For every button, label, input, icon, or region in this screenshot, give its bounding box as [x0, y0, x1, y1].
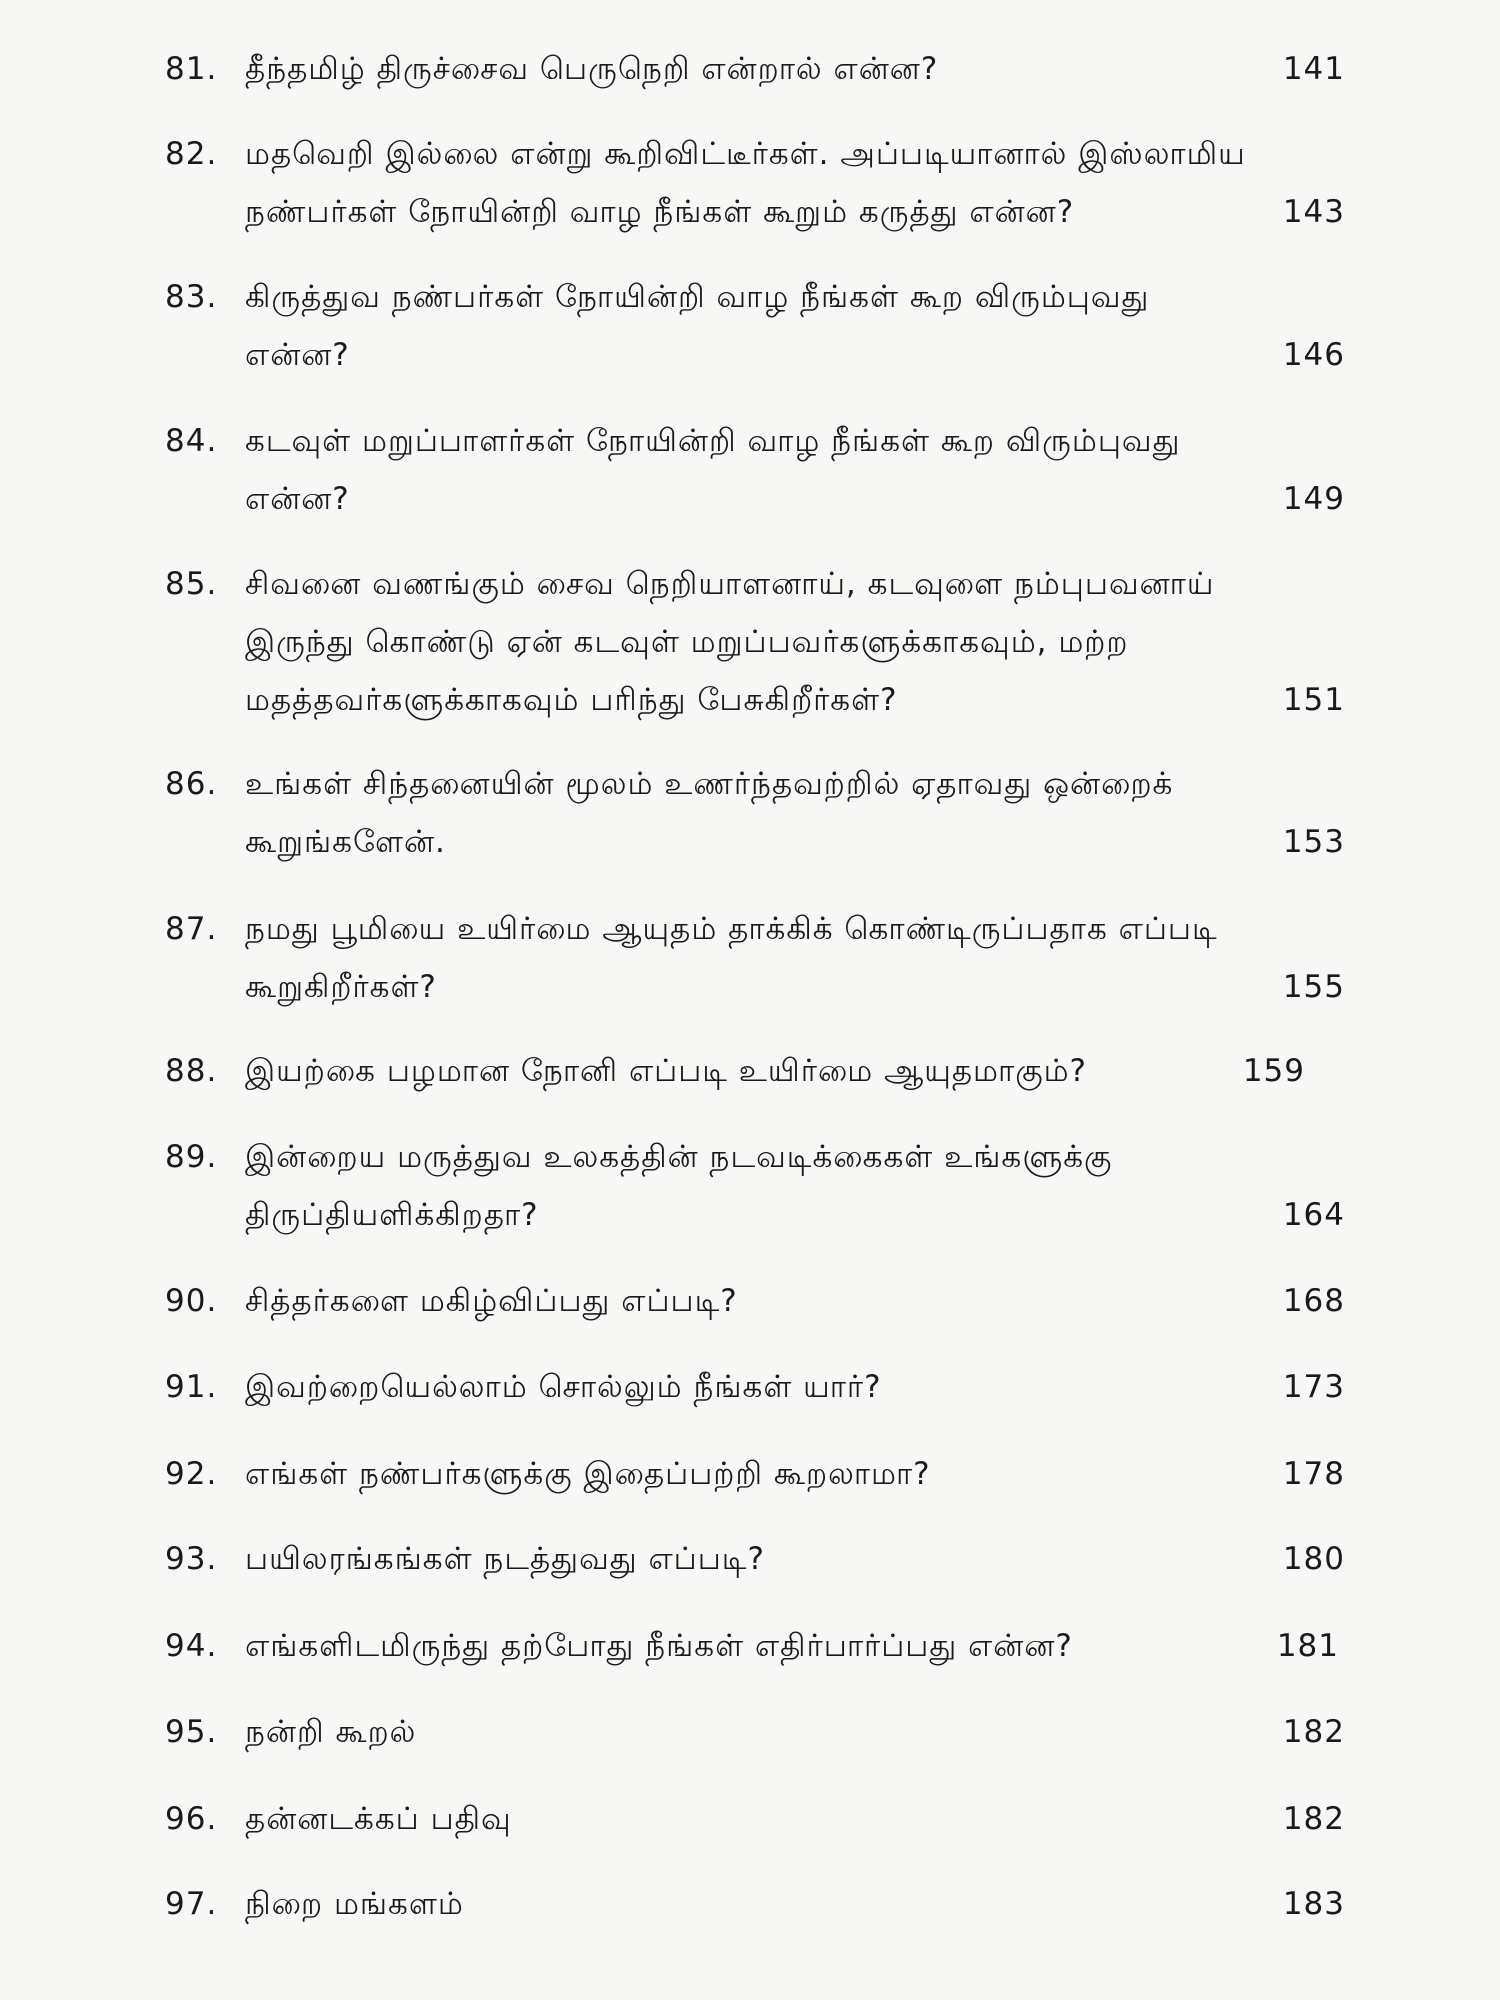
- entry-title-line: என்ன?: [245, 337, 350, 373]
- entry-title-line: மதத்தவர்களுக்காகவும் பரிந்து பேசுகிறீர்கள்?: [245, 682, 898, 718]
- entry-title-line: கிருத்துவ நண்பர்கள் நோயின்றி வாழ நீங்கள் கூற விரும்புவது: [245, 279, 1150, 315]
- entry-page-number: 151: [1282, 682, 1345, 718]
- entry-title: [245, 1358, 882, 1416]
- entry-title-line: இருந்து கொண்டு ஏன் கடவுள் மறுப்பவர்களுக்காகவும், மற்ற: [245, 624, 1129, 660]
- entry-title: [245, 125, 1246, 241]
- entry-page-number: 146: [1282, 337, 1345, 373]
- entry-number: 93.: [165, 1541, 218, 1577]
- entry-title-line: நன்றி கூறல்: [245, 1714, 417, 1750]
- entry-title-line: சிவனை வணங்கும் சைவ நெறியாளனாய், கடவுளை நம்புபவனாய்: [245, 566, 1215, 602]
- entry-number: 94.: [165, 1628, 218, 1664]
- entry-title-line: கூறுகிறீர்கள்?: [245, 969, 437, 1005]
- entry-page-number: 173: [1282, 1369, 1345, 1405]
- entry-number: 88.: [165, 1053, 218, 1089]
- entry-page-number: 143: [1282, 194, 1345, 230]
- entry-number: 92.: [165, 1456, 218, 1492]
- entry-number: 90.: [165, 1283, 218, 1319]
- entry-title-line: தீந்தமிழ் திருச்சைவ பெருநெறி என்றால் என்ன?: [245, 51, 939, 87]
- entry-title: [245, 40, 938, 98]
- entry-number: 95.: [165, 1714, 218, 1750]
- entry-page-number: 168: [1282, 1283, 1345, 1319]
- entry-title-line: திருப்தியளிக்கிறதா?: [245, 1197, 539, 1233]
- entry-title-line: கூறுங்களேன்.: [245, 824, 446, 860]
- entry-page-number: 178: [1282, 1456, 1345, 1492]
- entry-title: [245, 1128, 1112, 1244]
- entry-page-number: 155: [1282, 969, 1345, 1005]
- entry-page-number: 141: [1282, 51, 1345, 87]
- entry-title: [245, 1530, 765, 1588]
- entry-page-number: 181: [1276, 1628, 1339, 1664]
- entry-title: [245, 1272, 738, 1330]
- entry-title-line: இன்றைய மருத்துவ உலகத்தின் நடவடிக்கைகள் உங்களுக்கு: [245, 1139, 1113, 1175]
- entry-page-number: 183: [1282, 1886, 1345, 1922]
- entry-title: [245, 1445, 931, 1503]
- entry-number: 89.: [165, 1139, 218, 1175]
- entry-page-number: 153: [1282, 824, 1345, 860]
- entry-page-number: 159: [1242, 1053, 1305, 1089]
- entry-number: 84.: [165, 423, 218, 459]
- entry-number: 83.: [165, 279, 218, 315]
- entry-title: [245, 412, 1180, 528]
- entry-number: 97.: [165, 1886, 218, 1922]
- entry-page-number: 182: [1282, 1714, 1345, 1750]
- entry-page-number: 180: [1282, 1541, 1345, 1577]
- entry-number: 91.: [165, 1369, 218, 1405]
- entry-page-number: 164: [1282, 1197, 1345, 1233]
- entry-title-line: நிறை மங்களம்: [245, 1886, 464, 1922]
- entry-title: [245, 555, 1214, 729]
- entry-title-line: என்ன?: [245, 481, 350, 517]
- entry-title: [245, 268, 1149, 384]
- entry-page-number: 182: [1282, 1801, 1345, 1837]
- entry-title-line: இயற்கை பழமான நோனி எப்படி உயிர்மை ஆயுதமாகும்?: [245, 1053, 1087, 1089]
- entry-title-line: கடவுள் மறுப்பாளர்கள் நோயின்றி வாழ நீங்கள் கூற விரும்புவது: [245, 423, 1181, 459]
- entry-title: [245, 1703, 416, 1761]
- entry-title-line: எங்களிடமிருந்து தற்போது நீங்கள் எதிர்பார்ப்பது என்ன?: [245, 1628, 1073, 1664]
- entry-number: 82.: [165, 136, 218, 172]
- entry-title: [245, 755, 1173, 871]
- entry-number: 85.: [165, 566, 218, 602]
- entry-title-line: உங்கள் சிந்தனையின் மூலம் உணர்ந்தவற்றில் ஏதாவது ஒன்றைக்: [245, 766, 1174, 802]
- entry-title: [245, 900, 1218, 1016]
- entry-title-line: பயிலரங்கங்கள் நடத்துவது எப்படி?: [245, 1541, 765, 1577]
- entry-title: [245, 1617, 1073, 1675]
- entry-number: 87.: [165, 911, 218, 947]
- entry-title: [245, 1790, 512, 1848]
- entry-title-line: நமது பூமியை உயிர்மை ஆயுதம் தாக்கிக் கொண்டிருப்பதாக எப்படி: [245, 911, 1218, 947]
- entry-number: 81.: [165, 51, 218, 87]
- entry-title: [245, 1042, 1087, 1100]
- entry-title-line: சித்தர்களை மகிழ்விப்பது எப்படி?: [245, 1283, 738, 1319]
- entry-page-number: 149: [1282, 481, 1345, 517]
- entry-title-line: நண்பர்கள் நோயின்றி வாழ நீங்கள் கூறும் கருத்து என்ன?: [245, 194, 1075, 230]
- entry-title-line: இவற்றையெல்லாம் சொல்லும் நீங்கள் யார்?: [245, 1369, 882, 1405]
- entry-title-line: எங்கள் நண்பர்களுக்கு இதைப்பற்றி கூறலாமா?: [245, 1456, 931, 1492]
- entry-number: 86.: [165, 766, 218, 802]
- entry-title-line: மதவெறி இல்லை என்று கூறிவிட்டீர்கள். அப்படியானால் இஸ்லாமிய: [245, 136, 1246, 172]
- entry-title-line: தன்னடக்கப் பதிவு: [245, 1801, 512, 1837]
- entry-number: 96.: [165, 1801, 218, 1837]
- entry-title: [245, 1875, 464, 1933]
